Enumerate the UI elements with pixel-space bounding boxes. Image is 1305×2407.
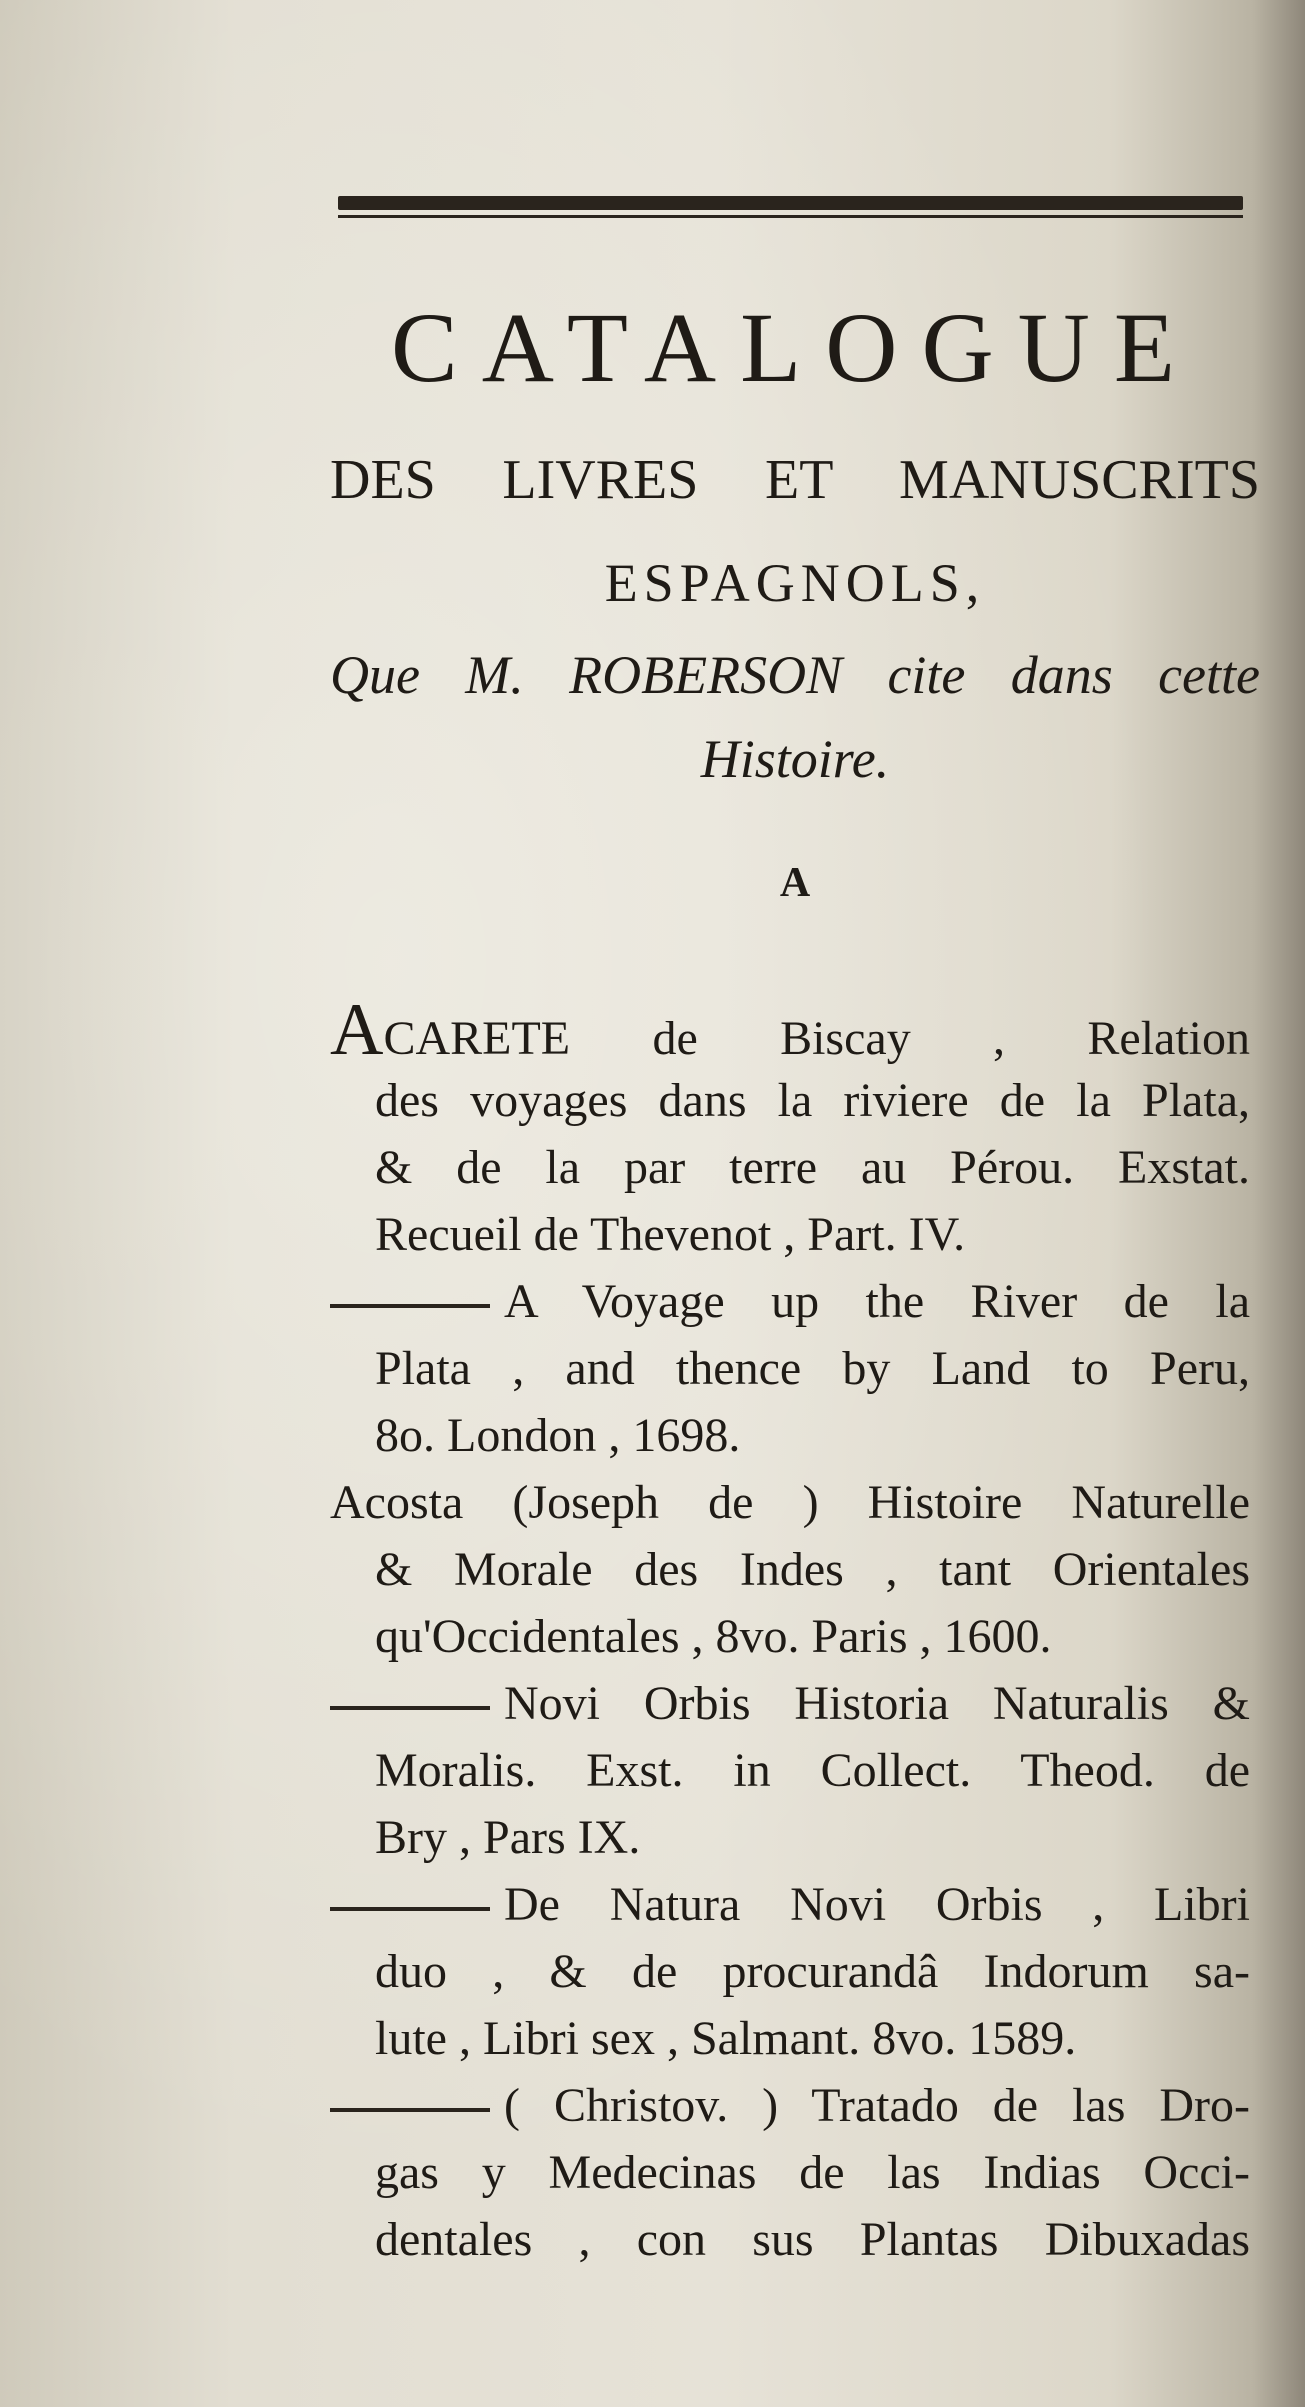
entry-line: Moralis. Exst. in Collect. Theod. de [375, 1744, 1250, 1797]
language-heading: ESPAGNOLS, [604, 553, 986, 613]
entry-text: A Voyage up the River de la [504, 1275, 1250, 1328]
entry-text: De Natura Novi Orbis , Libri [504, 1878, 1250, 1931]
entry-line: Bry , Pars IX. [375, 1811, 641, 1864]
entry-line: qu'Occidentales , 8vo. Paris , 1600. [375, 1610, 1052, 1663]
ditto-dash [330, 1907, 490, 1911]
entry-text: CARETE de Biscay , Relation [383, 1012, 1250, 1065]
entry-line [330, 1268, 1250, 1335]
entry-line: duo , & de procurandâ Indorum sa- [375, 1945, 1250, 1998]
entry-line: lute , Libri sex , Salmant. 8vo. 1589. [375, 2012, 1077, 2065]
entry-line: des voyages dans la riviere de la Plata, [375, 1074, 1250, 1127]
ditto-dash [330, 1706, 490, 1710]
ditto-dash [330, 2108, 490, 2112]
ditto-dash [330, 1304, 490, 1308]
section-letter: A [779, 860, 811, 906]
header-rule-thin [338, 215, 1243, 218]
entry-line: & Morale des Indes , tant Orientales [375, 1543, 1250, 1596]
entry-line: dentales , con sus Plantas Dibuxadas [375, 2213, 1250, 2266]
entry-line [330, 1871, 1250, 1938]
drop-cap: A [330, 989, 384, 1071]
header-rule-thick [338, 196, 1243, 210]
entry-line: gas y Medecinas de las Indias Occi- [375, 2146, 1250, 2199]
entry-line: Recueil de Thevenot , Part. IV. [375, 1208, 966, 1261]
page-title: CATALOGUE [391, 292, 1199, 403]
header-rule [338, 196, 1243, 218]
entry-line: Plata , and thence by Land to Peru, [375, 1342, 1250, 1395]
catalogue-entries [330, 989, 1250, 2273]
entry-line [330, 2072, 1250, 2139]
citation-line-1: Que M. ROBERSON cite dans cette [330, 645, 1260, 705]
entry-line [330, 989, 1250, 1071]
page-subtitle: DES LIVRES ET MANUSCRITS [330, 449, 1260, 511]
entry-text: Novi Orbis Historia Naturalis & [504, 1677, 1250, 1730]
entry-text: ( Christov. ) Tratado de las Dro- [504, 2079, 1250, 2132]
entry-line: 8o. London , 1698. [375, 1409, 741, 1462]
entry-line [330, 1670, 1250, 1737]
entry-line: & de la par terre au Pérou. Exstat. [375, 1141, 1250, 1194]
citation-line-2: Histoire. [700, 729, 890, 789]
entry-line: Acosta (Joseph de ) Histoire Naturelle [330, 1476, 1250, 1529]
